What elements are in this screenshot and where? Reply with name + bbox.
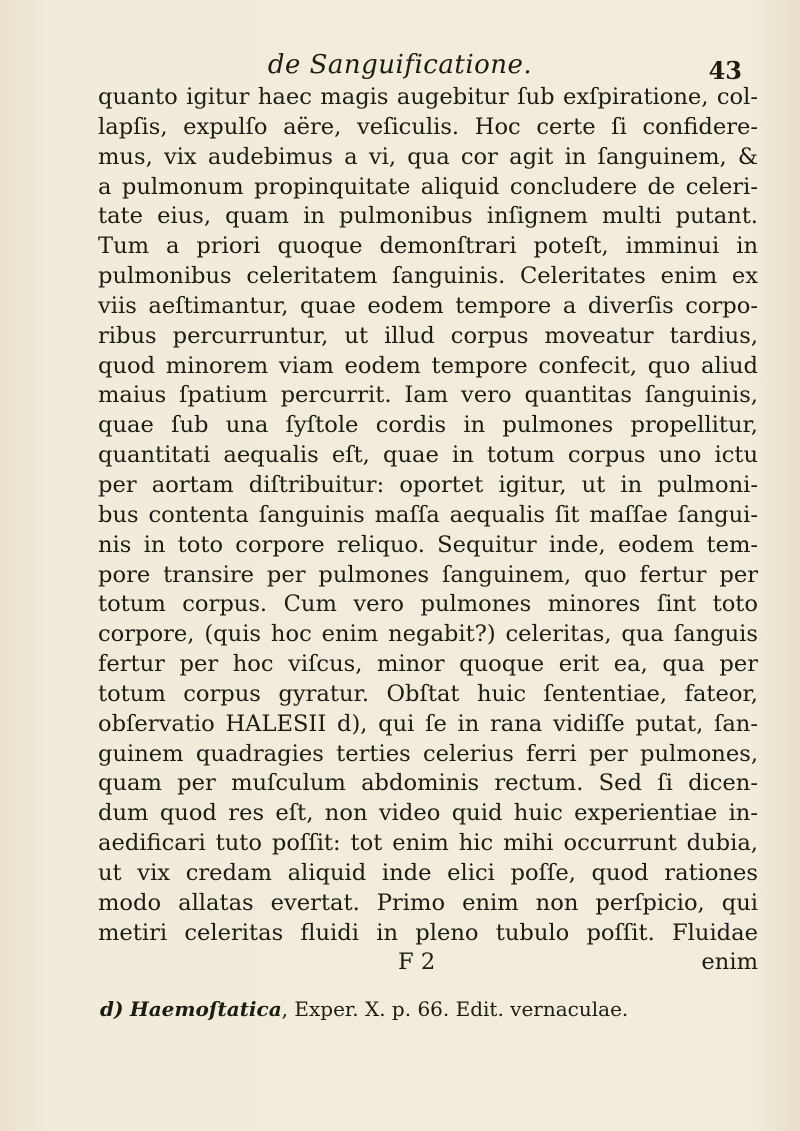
signature-line [98,948,758,978]
text-line: obſervatio HALESII d), qui ſe in rana vidiſſe putat, ſan- [98,710,758,737]
footnote-text: , Exper. X. p. 66. Edit. vernaculae. [281,997,629,1021]
signature-mark: F 2 [398,949,436,976]
text-line: viis aeſtimantur, quae eodem tempore a diverſis corpo- [98,292,758,319]
text-line: quam per muſculum abdominis rectum. Sed ſi dicen- [98,770,758,797]
text-line: totum corpus. Cum vero pulmones minores ſint toto [98,591,758,618]
text-line: ribus percurruntur, ut illud corpus moveatur tardius, [98,322,758,349]
text-line: guinem quadragies terties celerius ferri per pulmones, [98,740,758,767]
text-line: a pulmonum propinquitate aliquid concludere de celeri- [98,173,758,200]
text-line: ut vix credam aliquid inde elici poſſe, quod rationes [98,859,758,886]
text-line: pore transire per pulmones ſanguinem, quo fertur per [98,561,758,588]
footnote [100,997,760,1021]
text-line: quae ſub una ſyſtole cordis in pulmones propellitur, [98,412,758,439]
text-line: tate eius, quam in pulmonibus inſignem multi putant. [98,203,758,230]
text-line: corpore, (quis hoc enim negabit?) celeritas, qua ſanguis [98,621,758,648]
page-number: 43 [708,56,742,85]
footnote-title: Haemoſtatica [129,997,282,1021]
text-line: pulmonibus celeritatem ſanguinis. Celeritates enim ex [98,263,758,290]
text-line: totum corpus gyratur. Obſtat huic ſententiae, fateor, [98,680,758,707]
text-line: quantitati aequalis eſt, quae in totum corpus uno ictu [98,442,758,469]
text-line: metiri celeritas fluidi in pleno tubulo poſſit. Fluidae [98,919,758,946]
footnote-mark: d) [100,997,124,1021]
text-line: nis in toto corpore reliquo. Sequitur inde, eodem tem- [98,531,758,558]
running-title: de Sanguificatione. [267,50,533,80]
body-text [98,83,758,978]
text-line: maius ſpatium percurrit. Iam vero quantitas ſanguinis, [98,382,758,409]
text-line: quod minorem viam eodem tempore confecit, quo aliud [98,352,758,379]
text-line: fertur per hoc viſcus, minor quoque erit ea, qua per [98,651,758,678]
text-line: modo allatas evertat. Primo enim non perſpicio, qui [98,889,758,916]
text-line: mus, vix audebimus a vi, qua cor agit in ſanguinem, & [98,143,758,170]
text-line: aedificari tuto poſſit: tot enim hic mihi occurrunt dubia, [98,830,758,857]
text-line: bus contenta ſanguinis maſſa aequalis ſit maſſae ſangui- [98,501,758,528]
catchword: enim [701,949,758,976]
text-line: Tum a priori quoque demonſtrari poteſt, imminui in [98,233,758,260]
text-line: lapſis, expulſo aëre, veſiculis. Hoc certe ſi confidere- [98,113,758,140]
text-line: per aortam diſtribuitur: oportet igitur, ut in pulmoni- [98,471,758,498]
text-line: dum quod res eſt, non video quid huic experientiae in- [98,800,758,827]
text-line: quanto igitur haec magis augebitur ſub exſpiratione, col- [98,84,758,110]
